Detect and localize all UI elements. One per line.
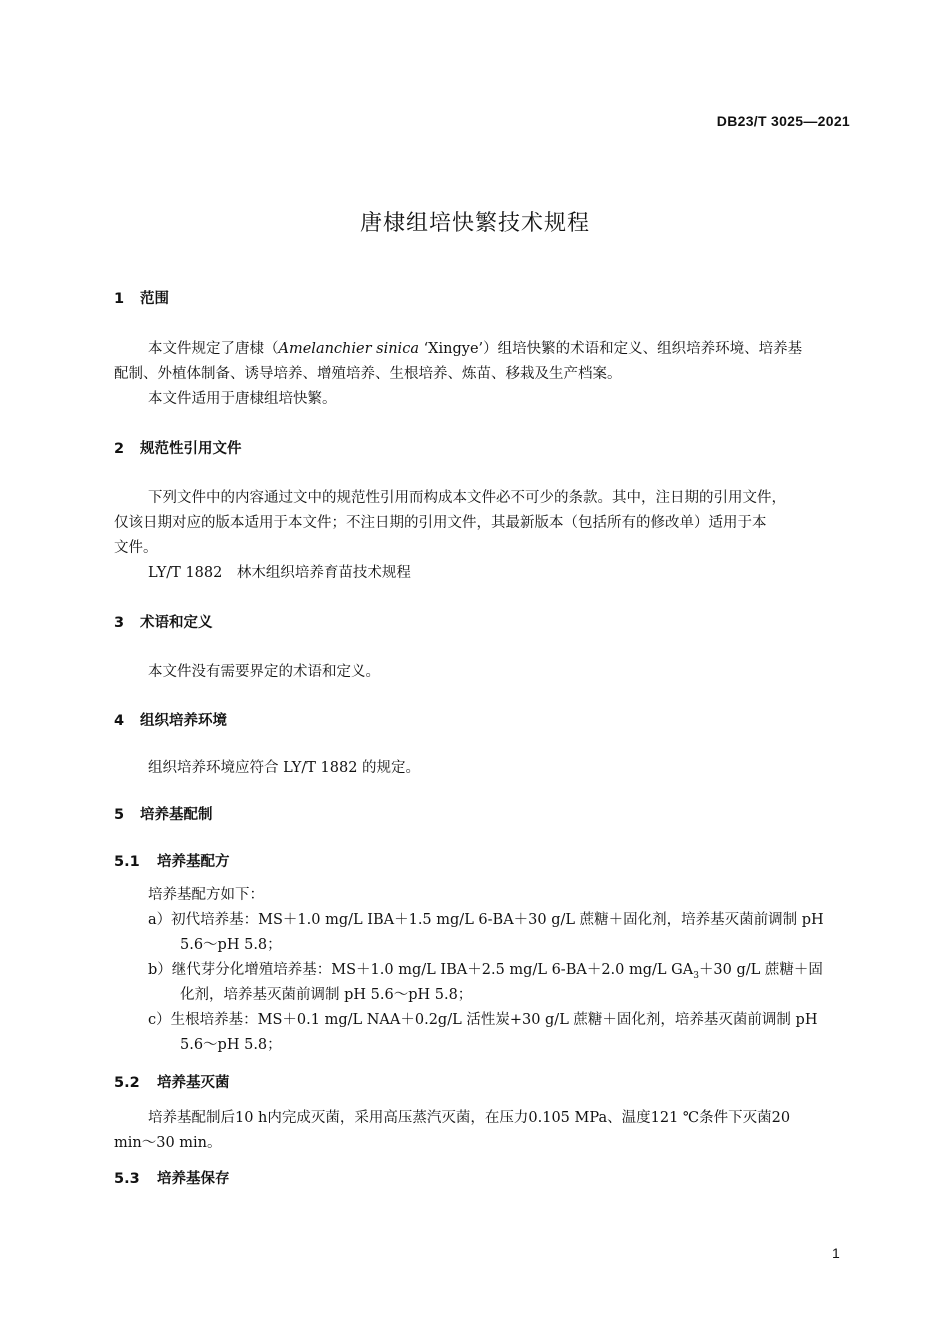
list-item-b (148, 958, 823, 981)
page-number: 1 (832, 1245, 840, 1261)
section-number: 1 (114, 291, 125, 307)
text: ＋30 g/L 蔗糖＋固 (698, 962, 823, 978)
section-title: 规范性引用文件 (140, 441, 242, 457)
list-item-b-continuation: 化剂，培养基灭菌前调制 pH 5.6～pH 5.8； (180, 987, 473, 1003)
paragraph: 组织培养环境应符合 LY/T 1882 的规定。 (148, 760, 421, 776)
standard-code: DB23/T 3025—2021 (716, 113, 850, 129)
text: b）继代芽分化增殖培养基：MS＋1.0 mg/L IBA＋2.5 mg/L 6-BA＋2.0 mg/L GA (148, 962, 694, 978)
section-5-heading (114, 803, 213, 824)
section-number: 2 (114, 441, 125, 457)
paragraph-line: 仅该日期对应的版本适用于本文件；不注日期的引用文件，其最新版本（包括所有的修改单）适用于本 (114, 515, 767, 531)
paragraph-line: 文件。 (114, 540, 158, 556)
section-1-heading (114, 287, 169, 308)
section-3-heading (114, 611, 213, 632)
section-number: 5 (114, 807, 125, 823)
section-2-heading (114, 437, 242, 458)
text: 本文件规定了唐棣（ (148, 341, 279, 357)
subscript: 3 (693, 970, 699, 981)
list-item-c-continuation: 5.6～pH 5.8； (180, 1037, 282, 1053)
text: ‘Xingye’）组培快繁的术语和定义、组织培养环境、培养基 (418, 341, 803, 357)
normative-reference: LY/T 1882 林木组织培养育苗技术规程 (148, 565, 411, 581)
paragraph: 下列文件中的内容通过文中的规范性引用而构成本文件必不可少的条款。其中，注日期的引用文件， (148, 490, 786, 506)
section-title: 培养基配制 (140, 807, 213, 823)
subsection-number: 5.1 (114, 854, 140, 870)
list-item-a: a）初代培养基：MS＋1.0 mg/L IBA＋1.5 mg/L 6-BA＋30 g/L 蔗糖＋固化剂，培养基灭菌前调制 pH (148, 912, 824, 928)
subsection-title: 培养基配方 (157, 854, 230, 870)
paragraph-line: 配制、外植体制备、诱导培养、增殖培养、生根培养、炼苗、移栽及生产档案。 (114, 366, 622, 382)
latin-name: Amelanchier sinica (278, 341, 419, 357)
section-number: 4 (114, 713, 125, 729)
subsection-5-1-heading (114, 850, 230, 871)
paragraph: 本文件没有需要界定的术语和定义。 (148, 664, 380, 680)
paragraph (148, 337, 802, 358)
paragraph: 培养基配方如下： (148, 887, 264, 903)
paragraph: 本文件适用于唐棣组培快繁。 (148, 391, 337, 407)
section-number: 3 (114, 615, 125, 631)
subsection-5-3-heading (114, 1167, 230, 1188)
list-item-c: c）生根培养基：MS＋0.1 mg/L NAA＋0.2g/L 活性炭+30 g/L 蔗糖＋固化剂，培养基灭菌前调制 pH (148, 1012, 818, 1028)
list-item-a-continuation: 5.6～pH 5.8； (180, 937, 282, 953)
section-4-heading (114, 709, 227, 730)
section-title: 术语和定义 (140, 615, 213, 631)
subsection-title: 培养基灭菌 (157, 1075, 230, 1091)
section-title: 组织培养环境 (140, 713, 227, 729)
paragraph-line: min～30 min。 (114, 1135, 222, 1151)
section-title: 范围 (140, 291, 169, 307)
subsection-5-2-heading (114, 1071, 230, 1092)
paragraph: 培养基配制后10 h内完成灭菌，采用高压蒸汽灭菌，在压力0.105 MPa、温度121 ℃条件下灭菌20 (148, 1110, 791, 1126)
subsection-number: 5.2 (114, 1075, 140, 1091)
document-title: 唐棣组培快繁技术规程 (359, 211, 590, 236)
subsection-title: 培养基保存 (157, 1171, 230, 1187)
subsection-number: 5.3 (114, 1171, 140, 1187)
